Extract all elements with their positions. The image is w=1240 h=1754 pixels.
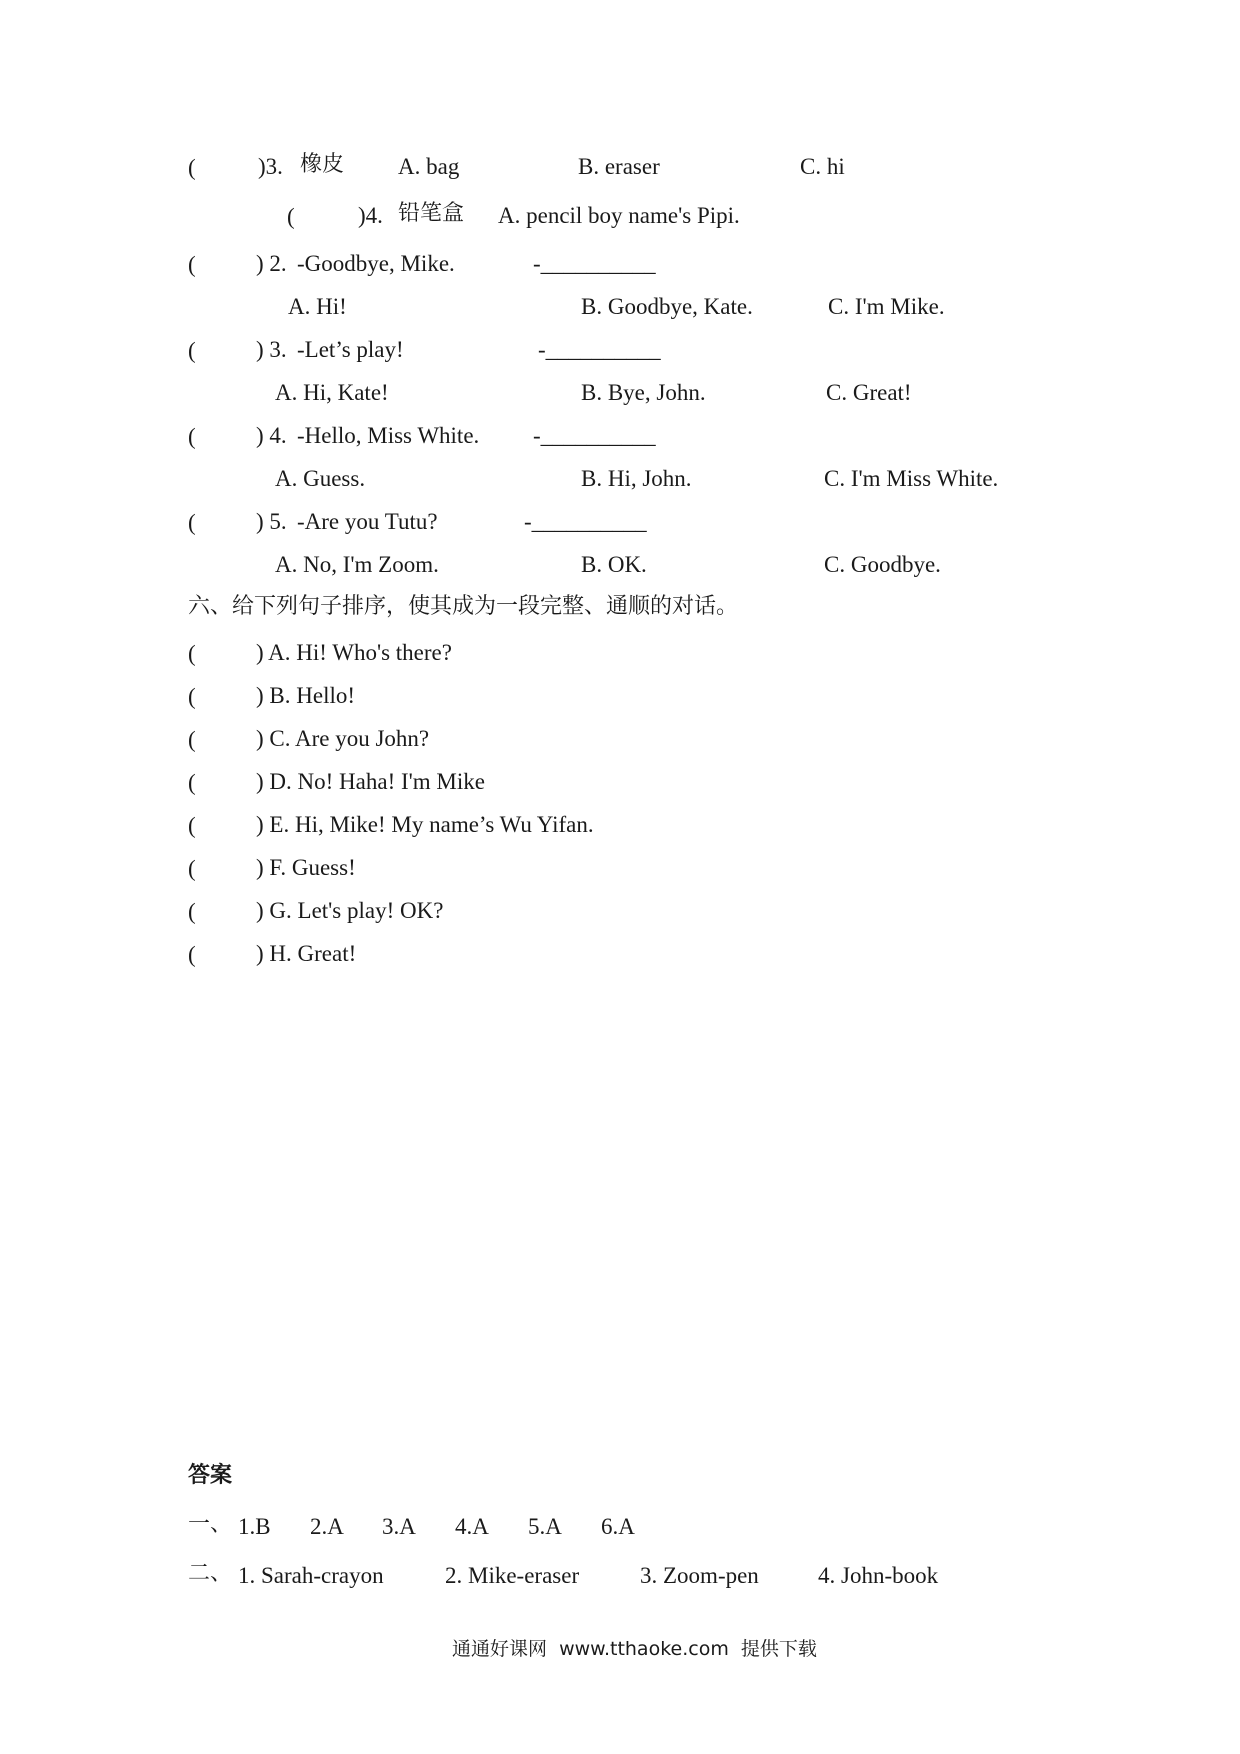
- ordering-sentence: ) F. Guess!: [256, 855, 356, 880]
- answer-item: 1. Sarah-crayon: [238, 1563, 384, 1588]
- answer-item: 3. Zoom-pen: [640, 1563, 759, 1588]
- answer-item: 6.A: [601, 1514, 635, 1539]
- option-b: B. Goodbye, Kate.: [581, 294, 753, 319]
- ordering-sentence: ) G. Let's play! OK?: [256, 898, 444, 923]
- answer-item: 1.B: [238, 1514, 271, 1539]
- answer-paren: (: [188, 899, 196, 924]
- answer-blank: -__________: [538, 337, 661, 362]
- answer-paren: (: [188, 770, 196, 795]
- dialog-prompt: -Goodbye, Mike.: [297, 251, 455, 276]
- row-label: 一、: [188, 1512, 233, 1537]
- option-c: C. I'm Mike.: [828, 294, 945, 319]
- option-b: B. Bye, John.: [581, 380, 706, 405]
- answer-paren: (: [188, 684, 196, 709]
- ordering-sentence: ) A. Hi! Who's there?: [256, 640, 452, 665]
- row-label: 二、: [188, 1561, 233, 1586]
- question-number: ) 5.: [256, 509, 287, 534]
- answer-paren: (: [188, 856, 196, 881]
- answer-item: 4. John-book: [818, 1563, 939, 1588]
- question-number: )4.: [358, 203, 383, 228]
- ordering-sentence: ) C. Are you John?: [256, 726, 430, 751]
- answer-paren: (: [188, 641, 196, 666]
- question-number: ) 2.: [256, 251, 287, 276]
- answer-item: 2. Mike-eraser: [445, 1563, 580, 1588]
- option-c: C. I'm Miss White.: [824, 466, 999, 491]
- option-c: C. hi: [800, 154, 845, 179]
- answer-paren: (: [188, 424, 196, 449]
- option-a: A. Guess.: [275, 466, 366, 491]
- option-a: A. Hi!: [288, 294, 347, 319]
- ordering-sentence: ) B. Hello!: [256, 683, 356, 708]
- ordering-sentence: ) D. No! Haha! I'm Mike: [256, 769, 485, 794]
- answer-blank: -__________: [533, 423, 656, 448]
- question-number: ) 4.: [256, 423, 287, 448]
- question-number: ) 3.: [256, 337, 287, 362]
- option-a: A. Hi, Kate!: [275, 380, 389, 405]
- option-b: B. OK.: [581, 552, 647, 577]
- option-b: B. Hi, John.: [581, 466, 692, 491]
- answer-paren: (: [188, 338, 196, 363]
- dialog-prompt: -Let’s play!: [297, 337, 404, 362]
- answers-heading: 答案: [188, 1463, 233, 1488]
- chinese-word: 橡皮: [300, 152, 345, 177]
- dialog-prompt: -Hello, Miss White.: [297, 423, 480, 448]
- question-number: )3.: [258, 154, 283, 179]
- answer-blank: -__________: [533, 251, 656, 276]
- option-b: B. eraser: [578, 154, 660, 179]
- ordering-sentence: ) E. Hi, Mike! My name’s Wu Yifan.: [256, 812, 594, 837]
- option-a: A. pencil boy name's Pipi.: [498, 203, 740, 228]
- section-6-heading: 六、给下列句子排序，使其成为一段完整、通顺的对话。: [188, 594, 739, 619]
- answer-blank: -__________: [524, 509, 647, 534]
- answer-paren: (: [188, 813, 196, 838]
- answer-item: 5.A: [528, 1514, 562, 1539]
- option-a: A. bag: [398, 154, 460, 179]
- answer-item: 3.A: [382, 1514, 416, 1539]
- chinese-word: 铅笔盒: [398, 201, 465, 226]
- answer-paren: (: [188, 510, 196, 535]
- option-c: C. Goodbye.: [824, 552, 941, 577]
- answer-paren: (: [188, 252, 196, 277]
- ordering-sentence: ) H. Great!: [256, 941, 357, 966]
- answer-paren: (: [287, 204, 295, 229]
- option-c: C. Great!: [826, 380, 912, 405]
- answer-paren: (: [188, 727, 196, 752]
- answer-paren: (: [188, 942, 196, 967]
- dialog-prompt: -Are you Tutu?: [297, 509, 438, 534]
- answer-item: 2.A: [310, 1514, 344, 1539]
- answer-paren: (: [188, 155, 196, 180]
- answer-item: 4.A: [455, 1514, 489, 1539]
- page-footer: 通通好课网 www.tthaoke.com 提供下载: [452, 1638, 817, 1660]
- option-a: A. No, I'm Zoom.: [275, 552, 439, 577]
